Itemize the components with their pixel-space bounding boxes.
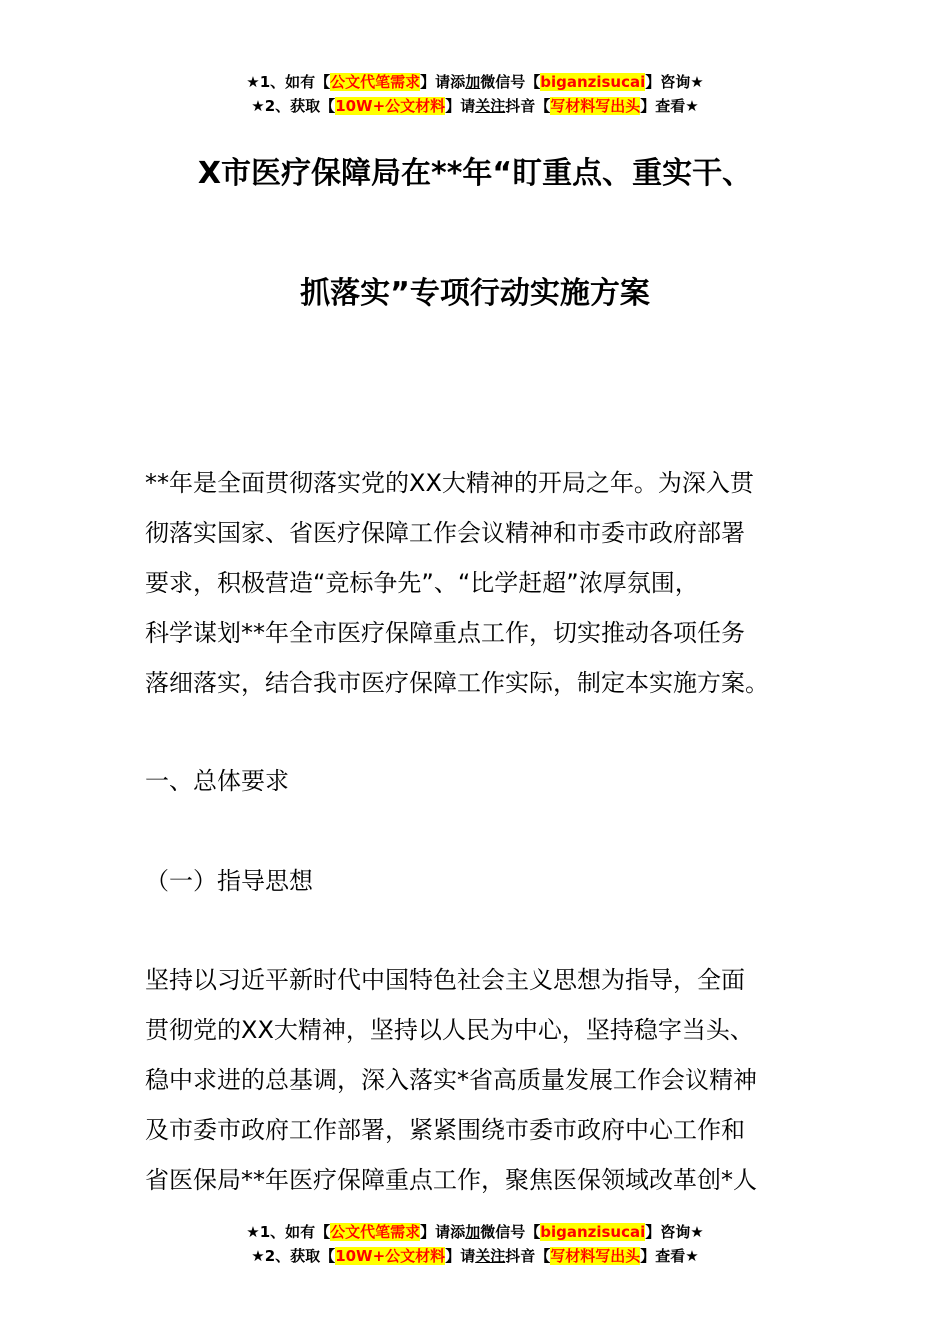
banner-line-1	[0, 70, 950, 94]
footer-banner	[0, 1220, 950, 1268]
paragraph-line: 科学谋划**年全市医疗保障重点工作，切实推动各项任务	[145, 619, 745, 647]
banner-text: ★1、如有【	[246, 73, 331, 91]
banner-text: 】咨询★	[645, 1223, 704, 1241]
banner-text: ★2、获取【	[251, 1247, 336, 1265]
paragraph-line: 彻落实国家、省医疗保障工作会议精神和市委市政府部署	[145, 519, 745, 547]
banner-text: 】查看★	[640, 97, 699, 115]
banner-highlight: 公文代笔需求	[330, 1223, 421, 1241]
document-title-line-1: X市医疗保障局在**年“盯重点、重实干、	[197, 156, 753, 191]
banner-text: 】咨询★	[645, 73, 704, 91]
banner-text: 抖音【	[505, 97, 551, 115]
banner-highlight: 公文代笔需求	[330, 73, 421, 91]
paragraph-line: 落细落实，结合我市医疗保障工作实际，制定本实施方案。	[145, 669, 769, 697]
header-banner	[0, 70, 950, 118]
banner-highlight: 10W+公文材料	[335, 97, 446, 115]
banner-highlight: 写材料写出头	[550, 97, 641, 115]
paragraph-line: 及市委市政府工作部署，紧紧围绕市委市政府中心工作和	[145, 1116, 745, 1144]
banner-emphasis: 关注	[475, 1247, 506, 1265]
banner-text: ★1、如有【	[246, 1223, 331, 1241]
banner-text: 】请	[445, 1247, 476, 1265]
paragraph-line: 坚持以习近平新时代中国特色社会主义思想为指导，全面	[145, 966, 745, 994]
banner-text: 】请	[445, 97, 476, 115]
banner-text: 微信号【	[480, 1223, 541, 1241]
banner-text: 抖音【	[505, 1247, 551, 1265]
banner-highlight: 写材料写出头	[550, 1247, 641, 1265]
banner-highlight: biganzisucai	[540, 73, 646, 91]
banner-text: 】查看★	[640, 1247, 699, 1265]
banner-emphasis: 加	[465, 1223, 481, 1241]
banner-text: 】请添	[420, 1223, 466, 1241]
banner-line-2	[0, 1244, 950, 1268]
paragraph-line: **年是全面贯彻落实党的XX大精神的开局之年。为深入贯	[145, 469, 754, 497]
paragraph-line: 要求，积极营造“竞标争先”、“比学赶超”浓厚氛围，	[145, 569, 699, 597]
banner-text: ★2、获取【	[251, 97, 336, 115]
paragraph-line: 贯彻党的XX大精神，坚持以人民为中心，坚持稳字当头、	[145, 1016, 754, 1044]
banner-emphasis: 关注	[475, 97, 506, 115]
intro-paragraph	[145, 458, 810, 708]
banner-line-1	[0, 1220, 950, 1244]
paragraph-line: 稳中求进的总基调，深入落实*省高质量发展工作会议精神	[145, 1066, 757, 1094]
banner-emphasis: 加	[465, 73, 481, 91]
banner-line-2	[0, 94, 950, 118]
banner-highlight: 10W+公文材料	[335, 1247, 446, 1265]
banner-text: 微信号【	[480, 73, 541, 91]
banner-text: 】请添	[420, 73, 466, 91]
document-title-line-2: 抓落实”专项行动实施方案	[300, 276, 650, 311]
section-heading: 一、总体要求	[145, 767, 289, 795]
paragraph-line: 省医保局**年医疗保障重点工作，聚焦医保领域改革创*人	[145, 1166, 757, 1194]
guiding-paragraph	[145, 955, 810, 1205]
banner-highlight: biganzisucai	[540, 1223, 646, 1241]
subsection-heading: （一）指导思想	[145, 867, 313, 895]
